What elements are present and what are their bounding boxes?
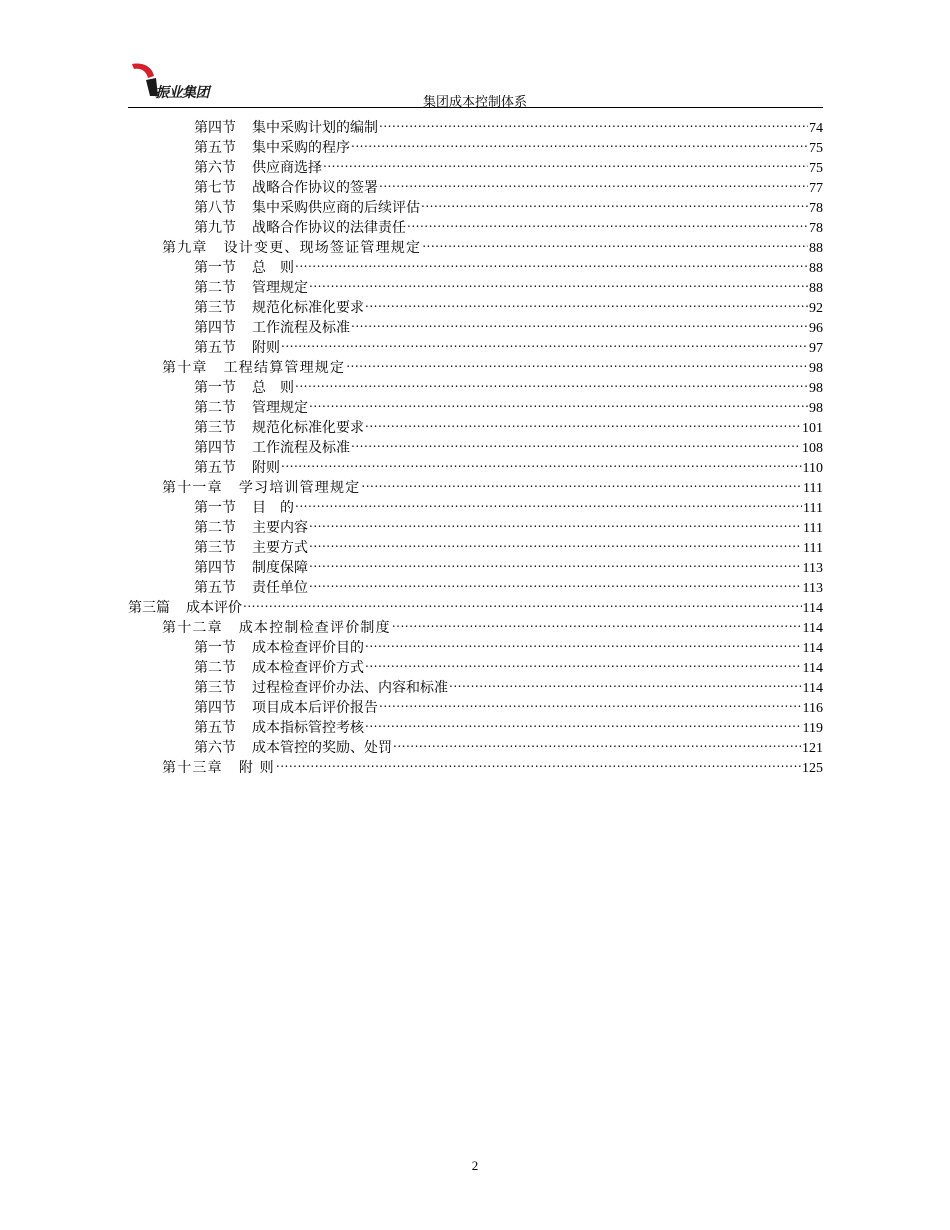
toc-entry-title: 工作流程及标准 bbox=[252, 440, 350, 456]
toc-entry-label: 第二节 bbox=[194, 660, 236, 676]
toc-entry-title: 设计变更、现场签证管理规定 bbox=[223, 240, 422, 256]
toc-entry-title: 管理规定 bbox=[252, 400, 308, 416]
toc-dot-leader bbox=[422, 232, 808, 252]
toc-entry[interactable] bbox=[128, 632, 823, 656]
toc-entry-page: 101 bbox=[802, 421, 823, 436]
toc-entry-page: 88 bbox=[809, 261, 823, 276]
logo-text: 振业集团 bbox=[155, 85, 209, 101]
toc-entry-page: 98 bbox=[809, 381, 823, 396]
toc-entry-page: 88 bbox=[809, 241, 823, 256]
toc-dot-leader bbox=[295, 492, 802, 512]
toc-entry-title: 主要方式 bbox=[252, 540, 308, 556]
toc-entry-title: 成本控制检查评价制度 bbox=[238, 620, 391, 636]
toc-entry-label: 第七节 bbox=[194, 180, 236, 196]
toc-entry-title: 制度保障 bbox=[252, 560, 308, 576]
toc-entry-label: 第三节 bbox=[194, 420, 236, 436]
toc-entry[interactable] bbox=[128, 112, 823, 136]
toc-entry-label: 第一节 bbox=[194, 500, 236, 516]
toc-entry-label: 第五节 bbox=[194, 140, 236, 156]
toc-entry-page: 75 bbox=[809, 141, 823, 156]
toc-entry-page: 110 bbox=[802, 461, 823, 476]
toc-entry-label: 第九章 bbox=[162, 240, 208, 256]
toc-entry-page: 116 bbox=[802, 701, 823, 716]
toc-entry-title: 成本管控的奖励、处罚 bbox=[252, 740, 392, 756]
toc-dot-leader bbox=[276, 752, 801, 772]
toc-entry-label: 第十一章 bbox=[162, 480, 223, 496]
toc-dot-leader bbox=[309, 272, 808, 292]
toc-entry-label: 第一节 bbox=[194, 260, 236, 276]
toc-entry-label: 第十二章 bbox=[162, 620, 223, 636]
toc-entry-page: 96 bbox=[809, 321, 823, 336]
toc-entry-page: 92 bbox=[809, 301, 823, 316]
toc-entry-title: 总 则 bbox=[252, 260, 294, 276]
toc-entry-title: 集中采购的程序 bbox=[252, 140, 350, 156]
toc-entry-page: 74 bbox=[809, 121, 823, 136]
toc-entry-page: 97 bbox=[809, 341, 823, 356]
toc-entry-page: 113 bbox=[802, 561, 823, 576]
toc-dot-leader bbox=[243, 592, 802, 612]
toc-entry-title: 规范化标准化要求 bbox=[252, 300, 364, 316]
toc-dot-leader bbox=[309, 552, 802, 572]
toc-dot-leader bbox=[295, 252, 808, 272]
toc-dot-leader bbox=[309, 512, 802, 532]
toc-entry-label: 第四节 bbox=[194, 560, 236, 576]
toc-dot-leader bbox=[323, 152, 808, 172]
toc-entry-title: 附则 bbox=[252, 340, 280, 356]
page-number: 2 bbox=[471, 1158, 479, 1173]
toc-entry-label: 第九节 bbox=[194, 220, 236, 236]
toc-dot-leader bbox=[365, 292, 808, 312]
toc-entry-label: 第四节 bbox=[194, 440, 236, 456]
toc-entry-title: 战略合作协议的法律责任 bbox=[252, 220, 406, 236]
toc-entry-page: 119 bbox=[802, 721, 823, 736]
toc-dot-leader bbox=[309, 392, 808, 412]
toc-dot-leader bbox=[351, 312, 808, 332]
toc-dot-leader bbox=[365, 652, 802, 672]
toc-dot-leader bbox=[365, 712, 802, 732]
toc-entry-label: 第五节 bbox=[194, 580, 236, 596]
toc-entry-title: 主要内容 bbox=[252, 520, 308, 536]
toc-entry-title: 总 则 bbox=[252, 380, 294, 396]
toc-entry-label: 第八节 bbox=[194, 200, 236, 216]
toc-entry-title: 附 则 bbox=[238, 760, 275, 776]
toc-dot-leader bbox=[393, 732, 801, 752]
toc-entry-title: 成本检查评价方式 bbox=[252, 660, 364, 676]
toc-entry-label: 第三节 bbox=[194, 680, 236, 696]
toc-entry-page: 125 bbox=[802, 761, 823, 776]
toc-entry-page: 98 bbox=[809, 361, 823, 376]
toc-entry-label: 第三篇 bbox=[128, 600, 170, 616]
toc-entry-page: 114 bbox=[802, 601, 823, 616]
toc-dot-leader bbox=[351, 132, 808, 152]
toc-entry-page: 78 bbox=[809, 221, 823, 236]
toc-dot-leader bbox=[309, 532, 802, 552]
toc-entry-label: 第六节 bbox=[194, 160, 236, 176]
toc-entry-label: 第五节 bbox=[194, 460, 236, 476]
toc-entry-label: 第二节 bbox=[194, 400, 236, 416]
toc-entry-page: 121 bbox=[802, 741, 823, 756]
header-divider bbox=[128, 107, 823, 108]
toc-entry-title: 规范化标准化要求 bbox=[252, 420, 364, 436]
toc-entry-label: 第三节 bbox=[194, 300, 236, 316]
toc-entry-page: 88 bbox=[809, 281, 823, 296]
toc-entry-title: 目 的 bbox=[252, 500, 294, 516]
toc-entry-page: 108 bbox=[802, 441, 823, 456]
toc-dot-leader bbox=[407, 212, 808, 232]
toc-dot-leader bbox=[365, 412, 801, 432]
toc-entry-label: 第二节 bbox=[194, 520, 236, 536]
toc-entry-page: 78 bbox=[809, 201, 823, 216]
toc-dot-leader bbox=[351, 432, 801, 452]
toc-entry-label: 第五节 bbox=[194, 720, 236, 736]
toc-entry-label: 第六节 bbox=[194, 740, 236, 756]
toc-entry-label: 第十三章 bbox=[162, 760, 223, 776]
toc-entry-label: 第四节 bbox=[194, 120, 236, 136]
toc-entry-title: 成本检查评价目的 bbox=[252, 640, 364, 656]
toc-entry-page: 114 bbox=[802, 661, 823, 676]
toc-entry-title: 供应商选择 bbox=[252, 160, 322, 176]
toc-dot-leader bbox=[309, 572, 802, 592]
toc-entry-title: 管理规定 bbox=[252, 280, 308, 296]
toc-entry-title: 项目成本后评价报告 bbox=[252, 700, 378, 716]
toc-entry-title: 战略合作协议的签署 bbox=[252, 180, 378, 196]
toc-entry-label: 第二节 bbox=[194, 280, 236, 296]
toc-entry-title: 成本评价 bbox=[186, 600, 242, 616]
toc-dot-leader bbox=[281, 452, 802, 472]
toc-dot-leader bbox=[281, 332, 808, 352]
toc-entry-label: 第一节 bbox=[194, 640, 236, 656]
toc-dot-leader bbox=[295, 372, 808, 392]
toc-entry-label: 第一节 bbox=[194, 380, 236, 396]
toc-entry-label: 第四节 bbox=[194, 700, 236, 716]
toc-entry-page: 111 bbox=[803, 541, 823, 556]
toc-dot-leader bbox=[365, 632, 802, 652]
toc-dot-leader bbox=[379, 112, 808, 132]
toc-entry-page: 77 bbox=[809, 181, 823, 196]
toc-entry-title: 学习培训管理规定 bbox=[238, 480, 361, 496]
toc-entry-page: 114 bbox=[802, 641, 823, 656]
toc-entry-title: 集中采购供应商的后续评估 bbox=[252, 200, 420, 216]
toc-entry-label: 第三节 bbox=[194, 540, 236, 556]
toc-entry-page: 98 bbox=[809, 401, 823, 416]
toc-dot-leader bbox=[392, 612, 802, 632]
toc-entry-title: 工作流程及标准 bbox=[252, 320, 350, 336]
toc-entry-title: 成本指标管控考核 bbox=[252, 720, 364, 736]
toc-dot-leader bbox=[421, 192, 808, 212]
toc-entry-page: 111 bbox=[803, 481, 823, 496]
toc-entry-label: 第十章 bbox=[162, 360, 208, 376]
toc-dot-leader bbox=[361, 472, 802, 492]
toc-entry-page: 75 bbox=[809, 161, 823, 176]
toc-entry-page: 111 bbox=[803, 501, 823, 516]
toc-entry-page: 114 bbox=[802, 621, 823, 636]
toc-entry-title: 责任单位 bbox=[252, 580, 308, 596]
toc-entry-label: 第四节 bbox=[194, 320, 236, 336]
toc-entry-title: 集中采购计划的编制 bbox=[252, 120, 378, 136]
toc-entry-title: 附则 bbox=[252, 460, 280, 476]
toc-entry-title: 过程检查评价办法、内容和标准 bbox=[252, 680, 448, 696]
toc-entry-page: 113 bbox=[802, 581, 823, 596]
table-of-contents bbox=[128, 112, 823, 776]
toc-dot-leader bbox=[346, 352, 808, 372]
toc-entry-title: 工程结算管理规定 bbox=[223, 360, 346, 376]
toc-dot-leader bbox=[379, 692, 802, 712]
toc-entry[interactable] bbox=[128, 492, 823, 516]
toc-entry-page: 111 bbox=[803, 521, 823, 536]
toc-dot-leader bbox=[379, 172, 808, 192]
document-header-title: 集团成本控制体系 bbox=[422, 95, 527, 110]
toc-entry-label: 第五节 bbox=[194, 340, 236, 356]
toc-entry-page: 114 bbox=[802, 681, 823, 696]
toc-dot-leader bbox=[449, 672, 802, 692]
